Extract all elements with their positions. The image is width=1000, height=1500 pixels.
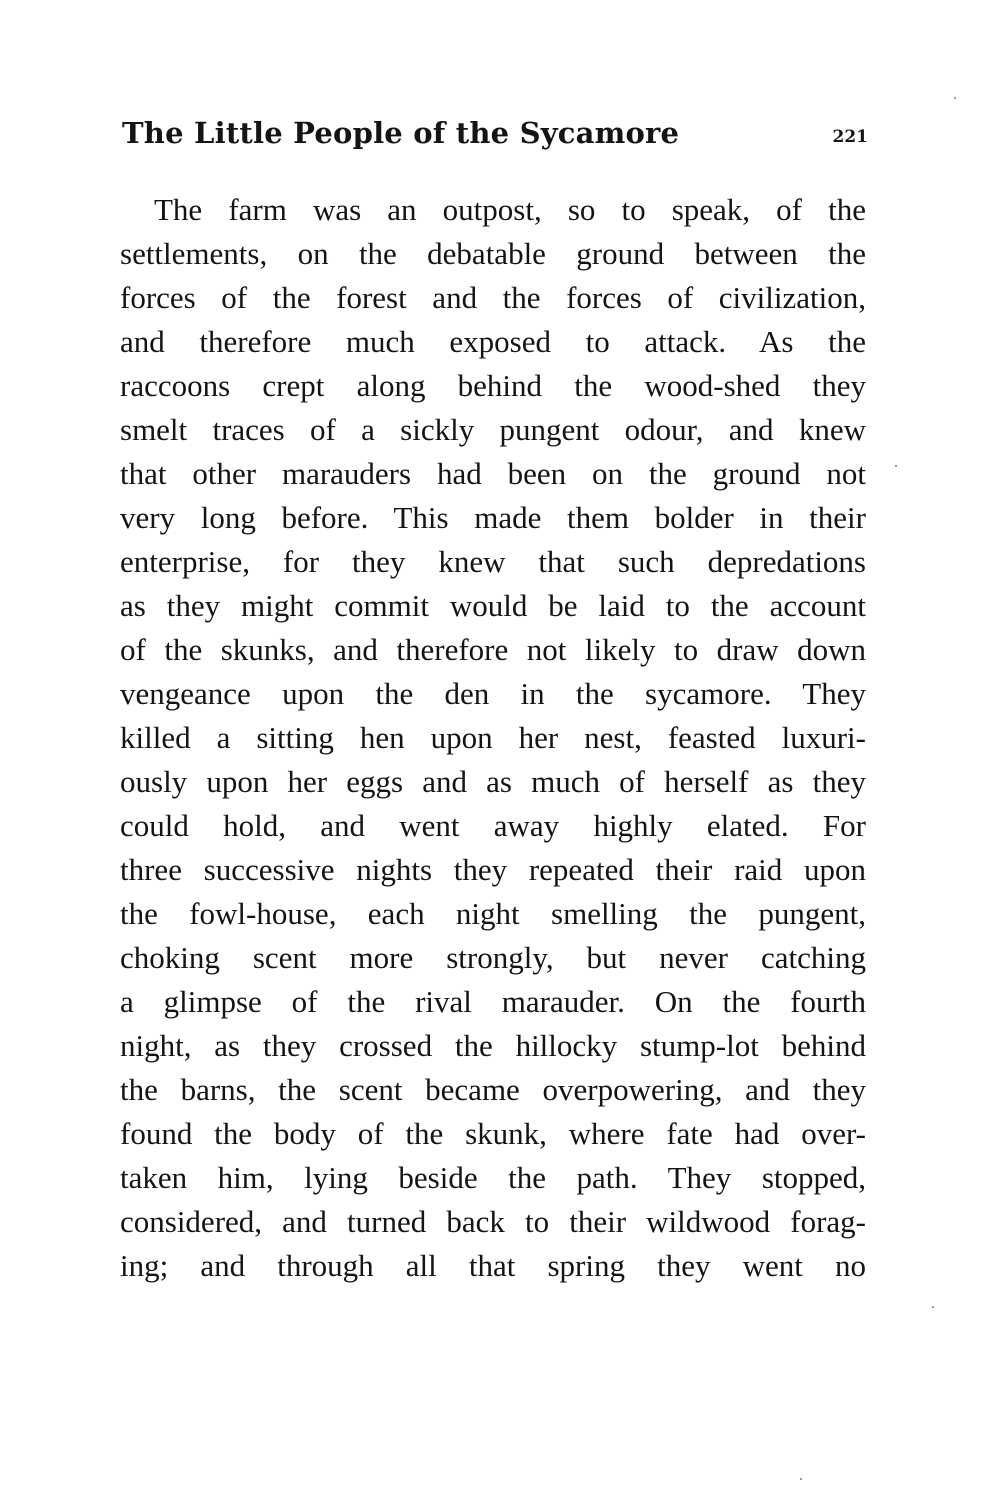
text-line: as they might commit would be laid to the account [120, 588, 866, 623]
scan-speck [932, 1306, 934, 1308]
text-line: that other marauders had been on the ground not [120, 456, 866, 491]
text-line: raccoons crept along behind the wood-shed they [120, 368, 866, 403]
text-line: found the body of the skunk, where fate had over- [120, 1116, 866, 1151]
text-line: The farm was an outpost, so to speak, of the [154, 192, 866, 227]
text-line: ously upon her eggs and as much of herself as they [120, 764, 866, 799]
running-title: The Little People of the Sycamore [122, 116, 680, 150]
text-line: killed a sitting hen upon her nest, feasted luxuri- [120, 720, 866, 755]
text-line: enterprise, for they knew that such depredations [120, 544, 866, 579]
page-number: 221 [832, 127, 868, 147]
text-line: ing; and through all that spring they went no [120, 1248, 866, 1283]
text-line: very long before. This made them bolder in their [120, 500, 866, 535]
scan-speck [895, 465, 897, 467]
text-line: forces of the forest and the forces of civilization, [120, 280, 866, 315]
text-line: considered, and turned back to their wildwood forag- [120, 1204, 866, 1239]
text-line: choking scent more strongly, but never catching [120, 940, 866, 975]
text-line: the fowl-house, each night smelling the pungent, [120, 896, 866, 931]
text-line: smelt traces of a sickly pungent odour, and knew [120, 412, 866, 447]
text-line: of the skunks, and therefore not likely to draw down [120, 632, 866, 667]
running-head [122, 113, 868, 153]
text-line: night, as they crossed the hillocky stump-lot behind [120, 1028, 866, 1063]
text-line: settlements, on the debatable ground between the [120, 236, 866, 271]
text-line: three successive nights they repeated their raid upon [120, 852, 866, 887]
text-line: vengeance upon the den in the sycamore. They [120, 676, 866, 711]
text-line: a glimpse of the rival marauder. On the fourth [120, 984, 866, 1019]
text-line: and therefore much exposed to attack. As the [120, 324, 866, 359]
body-text [120, 188, 866, 1288]
scan-speck [800, 1478, 802, 1480]
text-line: the barns, the scent became overpowering, and they [120, 1072, 866, 1107]
scan-speck [954, 97, 956, 99]
text-line: taken him, lying beside the path. They stopped, [120, 1160, 866, 1195]
text-line: could hold, and went away highly elated. For [120, 808, 866, 843]
